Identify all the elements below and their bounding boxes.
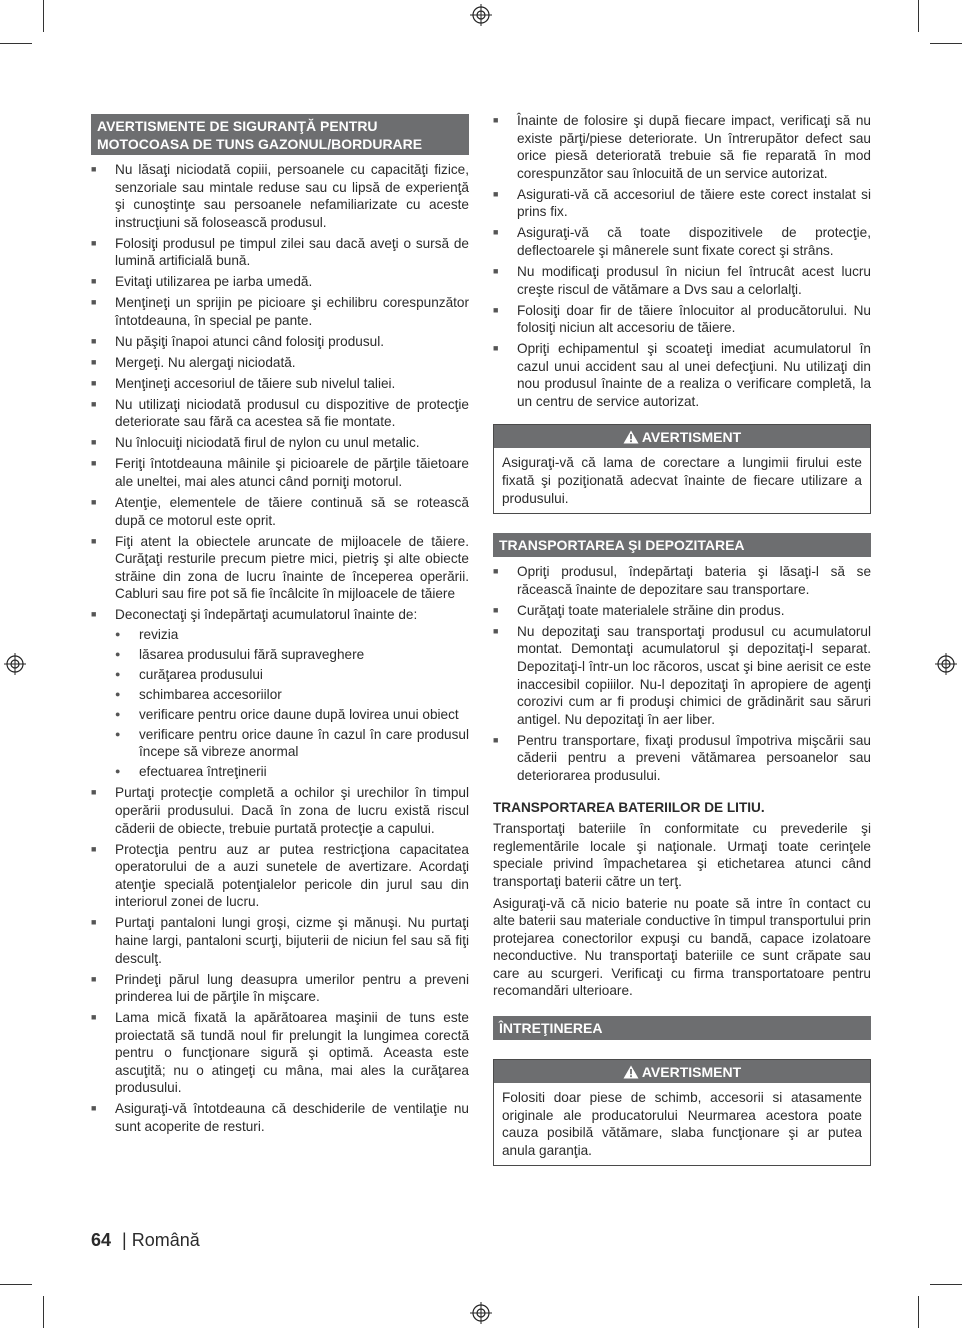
crop-mark-top-right-h (930, 43, 962, 44)
list-item: ■ Mergeţi. Nu alergaţi niciodată. (91, 354, 296, 370)
square-bullet-icon: ■ (91, 458, 97, 469)
list-item: ■ Purtaţi pantaloni lungi groşi, cizme şi mănuşi. Nu purtaţi haine largi, pantaloni scurţi, bijuterii de niciun fel sau să fiţi desculţ. (91, 915, 469, 966)
square-bullet-icon: ■ (493, 304, 499, 315)
square-bullet-icon: ■ (91, 297, 97, 308)
round-bullet-icon: ● (115, 668, 121, 679)
warning-text: Folositi doar piese de schimb, accesorii si atasamente originale ale producatorului Neurmarea acestora poate cauza posibilă vătămare, slaba funcţionare şi ar putea anula garanţia. (502, 1090, 862, 1158)
page-footer (91, 1230, 200, 1251)
list-item: ■ Asigurati-vă că accesoriul de tăiere este corect instalat si prins fix. (493, 186, 871, 220)
disconnect-sublist (115, 626, 469, 781)
square-bullet-icon: ■ (91, 535, 97, 546)
list-item: ■ Purtaţi protecţie completă a ochilor şi urechilor în timpul operării produsului. Dacă în zona de lucru există riscul căderii de obiecte, trebuie purtată protecţie a capului. (91, 785, 469, 836)
round-bullet-icon: ● (115, 628, 121, 639)
square-bullet-icon: ■ (91, 377, 97, 388)
list-item: ■ Nu păşiţi înapoi atunci când folosiţi produsul. (91, 333, 385, 349)
list-item: ■ Nu înlocuiţi niciodată firul de nylon cu unul metalic. (91, 435, 420, 451)
square-bullet-icon: ■ (493, 604, 499, 615)
round-bullet-icon: ● (115, 648, 121, 659)
sub-list-item: ● efectuarea întreţinerii (115, 764, 267, 780)
crop-mark-top-left-v (43, 0, 44, 32)
square-bullet-icon: ■ (91, 609, 97, 620)
list-item: ■ Deconectaţi şi îndepărtaţi acumulatorul înainte de: ● revizia ● lăsarea produsului fără supraveghere ● curăţarea produsului ● schimbarea accesoriilor ● verificare pentru orice daune după lovirea unui obiect ● verificare pentru orice daune în cazul în care produsul începe să vibreze anormal ● efectuarea întreţinerii (91, 607, 469, 780)
list-item: ■ Prindeţi părul lung deasupra umerilor pentru a preveni prinderea lui de părţile în mişcare. (91, 971, 469, 1005)
round-bullet-icon: ● (115, 688, 121, 699)
safety-list-continued (493, 112, 871, 410)
left-column (91, 114, 469, 1139)
registration-mark-icon (470, 1302, 492, 1324)
list-item: ■ Pentru transportare, fixaţi produsul împotriva mişcării sau căderii pentru a preveni vătămarea persoanelor sau deteriorarea produsului. (493, 732, 871, 783)
round-bullet-icon: ● (115, 728, 121, 739)
list-item: ■ Protecţia pentru auz ar putea restricţiona capacitatea operatorului de a auzi sunetele de avertizare. Acordaţi atenţie specială potenţialelor pericole din jurul sau din interiorul zonei de lucru. (91, 841, 469, 910)
square-bullet-icon: ■ (91, 1103, 97, 1114)
list-item: ■ Nu lăsaţi niciodată copiii, persoanele cu capacităţi fizice, senzoriale sau mintale reduse sau cu lipsă de experienţă şi cunoştinţe sau persoanele nefamiliarizate cu aceste instrucţiuni să folosească produsul. (91, 162, 469, 230)
list-item: ■ Menţineţi accesoriul de tăiere sub nivelul taliei. (91, 375, 396, 391)
crop-mark-top-left-h (0, 43, 32, 44)
warning-text: Asiguraţi-vă că lama de corectare a lungimii firului este fixată şi poziţionată adecvat înainte de fiecare utilizare a produsului. (502, 455, 862, 506)
square-bullet-icon: ■ (91, 356, 97, 367)
square-bullet-icon: ■ (91, 398, 97, 409)
transport-list (493, 563, 871, 784)
square-bullet-icon: ■ (91, 787, 97, 798)
list-item: ■ Înainte de folosire şi după fiecare impact, verificaţi să nu existe părţi/piese deteriorate. Un întrerupător defect sau orice piesă deteriorată trebuie să fie reparată în mod corespunzător sau înlocuită de un service autorizat. (493, 113, 871, 181)
square-bullet-icon: ■ (91, 437, 97, 448)
list-item: ■ Lama mică fixată la apărătoarea maşinii de tuns este proiectată să tundă noul fir prelungit la lungimea corectă pentru o funcţionare sigură şi optimă. Aceasta este ascuţită; nu o atingeţi cu mâna, mai ales la curăţarea produsului. (91, 1010, 469, 1096)
square-bullet-icon: ■ (91, 497, 97, 507)
list-item: ■ Atenţie, elementele de tăiere continuă să se rotească după ce motorul este oprit. (91, 495, 469, 528)
square-bullet-icon: ■ (493, 566, 499, 577)
lithium-paragraph-2: Asiguraţi-vă că nicio baterie nu poate să intre în contact cu alte baterii sau materiale conductive în timpul transportului prin protejarea conectorilor expuşi cu bandă, capace izolatoare neconductive. Nu transportaţi bateriile ce sunt crăpate sau care au scurgeri. Verificaţi cu firma transportatoare pentru recomandări ulterioare. (493, 895, 871, 999)
lithium-paragraph-1: Transportaţi bateriile în conformitate cu prevederile şi reglementările locale şi naţionale. Urmaţi toate cerinţele speciale privind împachetarea şi etichetarea atunci când transportaţi baterii către un terţ. (493, 821, 871, 889)
square-bullet-icon: ■ (91, 276, 97, 287)
crop-mark-bottom-right-v (918, 1296, 919, 1328)
square-bullet-icon: ■ (493, 115, 499, 125)
registration-mark-icon (470, 4, 492, 26)
square-bullet-icon: ■ (91, 237, 97, 248)
round-bullet-icon: ● (115, 766, 121, 777)
sub-list-item: ● verificare pentru orice daune în cazul în care produsul începe să vibreze anormal (115, 726, 469, 760)
list-item: ■ Feriţi întotdeauna mâinile şi picioarele de părţile tăietoare ale uneltei, mai ales atunci când porniţi motorul. (91, 456, 469, 490)
square-bullet-icon: ■ (493, 188, 499, 199)
list-item: ■ Nu depozitaţi sau transportaţi produsul cu acumulatorul montat. Demontaţi acumulatorul şi depozitaţi-l separat. Depozitaţi-l într-un loc răcoros, uscat şi bine aerisit ce este inaccesibil copiiilor. Nu-l depozitaţi în apropiere de agenţi corozivi cum ar fi produşi chimici de grădinărit sau săruri antigel. Nu depozitaţi în aer liber. (493, 623, 871, 727)
square-bullet-icon: ■ (91, 164, 97, 174)
crop-mark-bottom-left-v (43, 1296, 44, 1328)
square-bullet-icon: ■ (91, 973, 97, 984)
list-item: ■ Asiguraţi-vă că toate dispozitivele de protecţie, deflectoarele şi mânerele sunt fixate corect şi strâns. (493, 225, 871, 258)
list-item: ■ Opriţi produsul, îndepărtaţi bateria şi lăsaţi-l să se răcească înainte de depozitare sau transportare. (493, 564, 871, 597)
maintenance-heading: ÎNTREŢINEREA (493, 1016, 871, 1040)
list-item: ■ Evitaţi utilizarea pe iarba umedă. (91, 274, 313, 290)
registration-mark-icon (4, 653, 26, 675)
square-bullet-icon: ■ (493, 265, 499, 276)
warning-box (493, 424, 871, 514)
warning-header: AVERTISMENT (494, 425, 870, 448)
warning-triangle-icon (623, 1065, 639, 1079)
language-label: | Română (122, 1230, 200, 1250)
list-item: ■ Nu utilizaţi niciodată produsul cu dispozitive de protecţie deteriorate sau fără ca acestea să fie montate. (91, 396, 469, 430)
transport-heading: TRANSPORTAREA ŞI DEPOZITAREA (493, 533, 871, 557)
sub-list-item: ● lăsarea produsului fără supraveghere (115, 646, 365, 662)
list-item: ■ Fiţi atent la obiectele aruncate de mijloacele de tăiere. Curăţaţi resturile precum pietre mici, pietriş şi alte obiecte străine din zona de lucru înainte de începerea operării. Cabluri sau fire pot să fie încâlcite în mijloacele de tăiere (91, 533, 469, 602)
list-item: ■ Asiguraţi-vă întotdeauna că deschiderile de ventilaţie nu sunt acoperite de resturi. (91, 1101, 469, 1135)
crop-mark-bottom-left-h (0, 1284, 32, 1285)
list-item: ■ Curăţaţi toate materialele străine din produs. (493, 602, 785, 618)
page-number: 64 (91, 1230, 112, 1250)
sub-list-item: ● revizia (115, 626, 179, 642)
list-item: ■ Folosiţi produsul pe timpul zilei sau dacă aveţi o sursă de lumină artificială bună. (91, 235, 469, 269)
square-bullet-icon: ■ (493, 734, 499, 745)
sub-list-item: ● schimbarea accesoriilor (115, 686, 282, 702)
right-column (493, 112, 871, 1166)
list-item: ■ Opriţi echipamentul şi scoateţi imediat acumulatorul în cazul unui accident sau al unei defecţiuni. Nu utilizaţi din nou produsul înainte de a realiza o verificare completă, la un centru de service autorizat. (493, 341, 871, 409)
registration-mark-icon (935, 653, 957, 675)
list-item: ■ Nu modificaţi produsul în niciun fel întrucât acest lucru creşte riscul de vătămare a Dvs sau a celorlalţi. (493, 263, 871, 297)
crop-mark-top-right-v (918, 0, 919, 32)
warning-triangle-icon (623, 430, 639, 444)
round-bullet-icon: ● (115, 708, 121, 719)
sub-list-item: ● curăţarea produsului (115, 666, 263, 682)
lithium-transport-title: TRANSPORTAREA BATERIILOR DE LITIU. (493, 799, 765, 815)
crop-mark-bottom-right-h (930, 1284, 962, 1285)
square-bullet-icon: ■ (91, 1012, 97, 1023)
square-bullet-icon: ■ (91, 335, 97, 346)
sub-list-item: ● verificare pentru orice daune după lovirea unui obiect (115, 706, 459, 722)
square-bullet-icon: ■ (493, 625, 499, 636)
square-bullet-icon: ■ (91, 917, 97, 928)
safety-heading: AVERTISMENTE DE SIGURANŢĂ PENTRU MOTOCOASA DE TUNS GAZONUL/BORDURARE (91, 114, 469, 155)
square-bullet-icon: ■ (91, 843, 97, 854)
safety-list (91, 161, 469, 1136)
warning-header: AVERTISMENT (494, 1060, 870, 1083)
list-item: ■ Folosiţi doar fir de tăiere înlocuitor al producătorului. Nu folosiţi niciun alt accesoriu de tăiere. (493, 302, 871, 336)
list-item: ■ Menţineţi un sprijin pe picioare şi echilibru corespunzător întotdeauna, în special pe pante. (91, 295, 469, 328)
square-bullet-icon: ■ (493, 227, 499, 238)
square-bullet-icon: ■ (493, 343, 499, 354)
warning-box (493, 1059, 871, 1166)
